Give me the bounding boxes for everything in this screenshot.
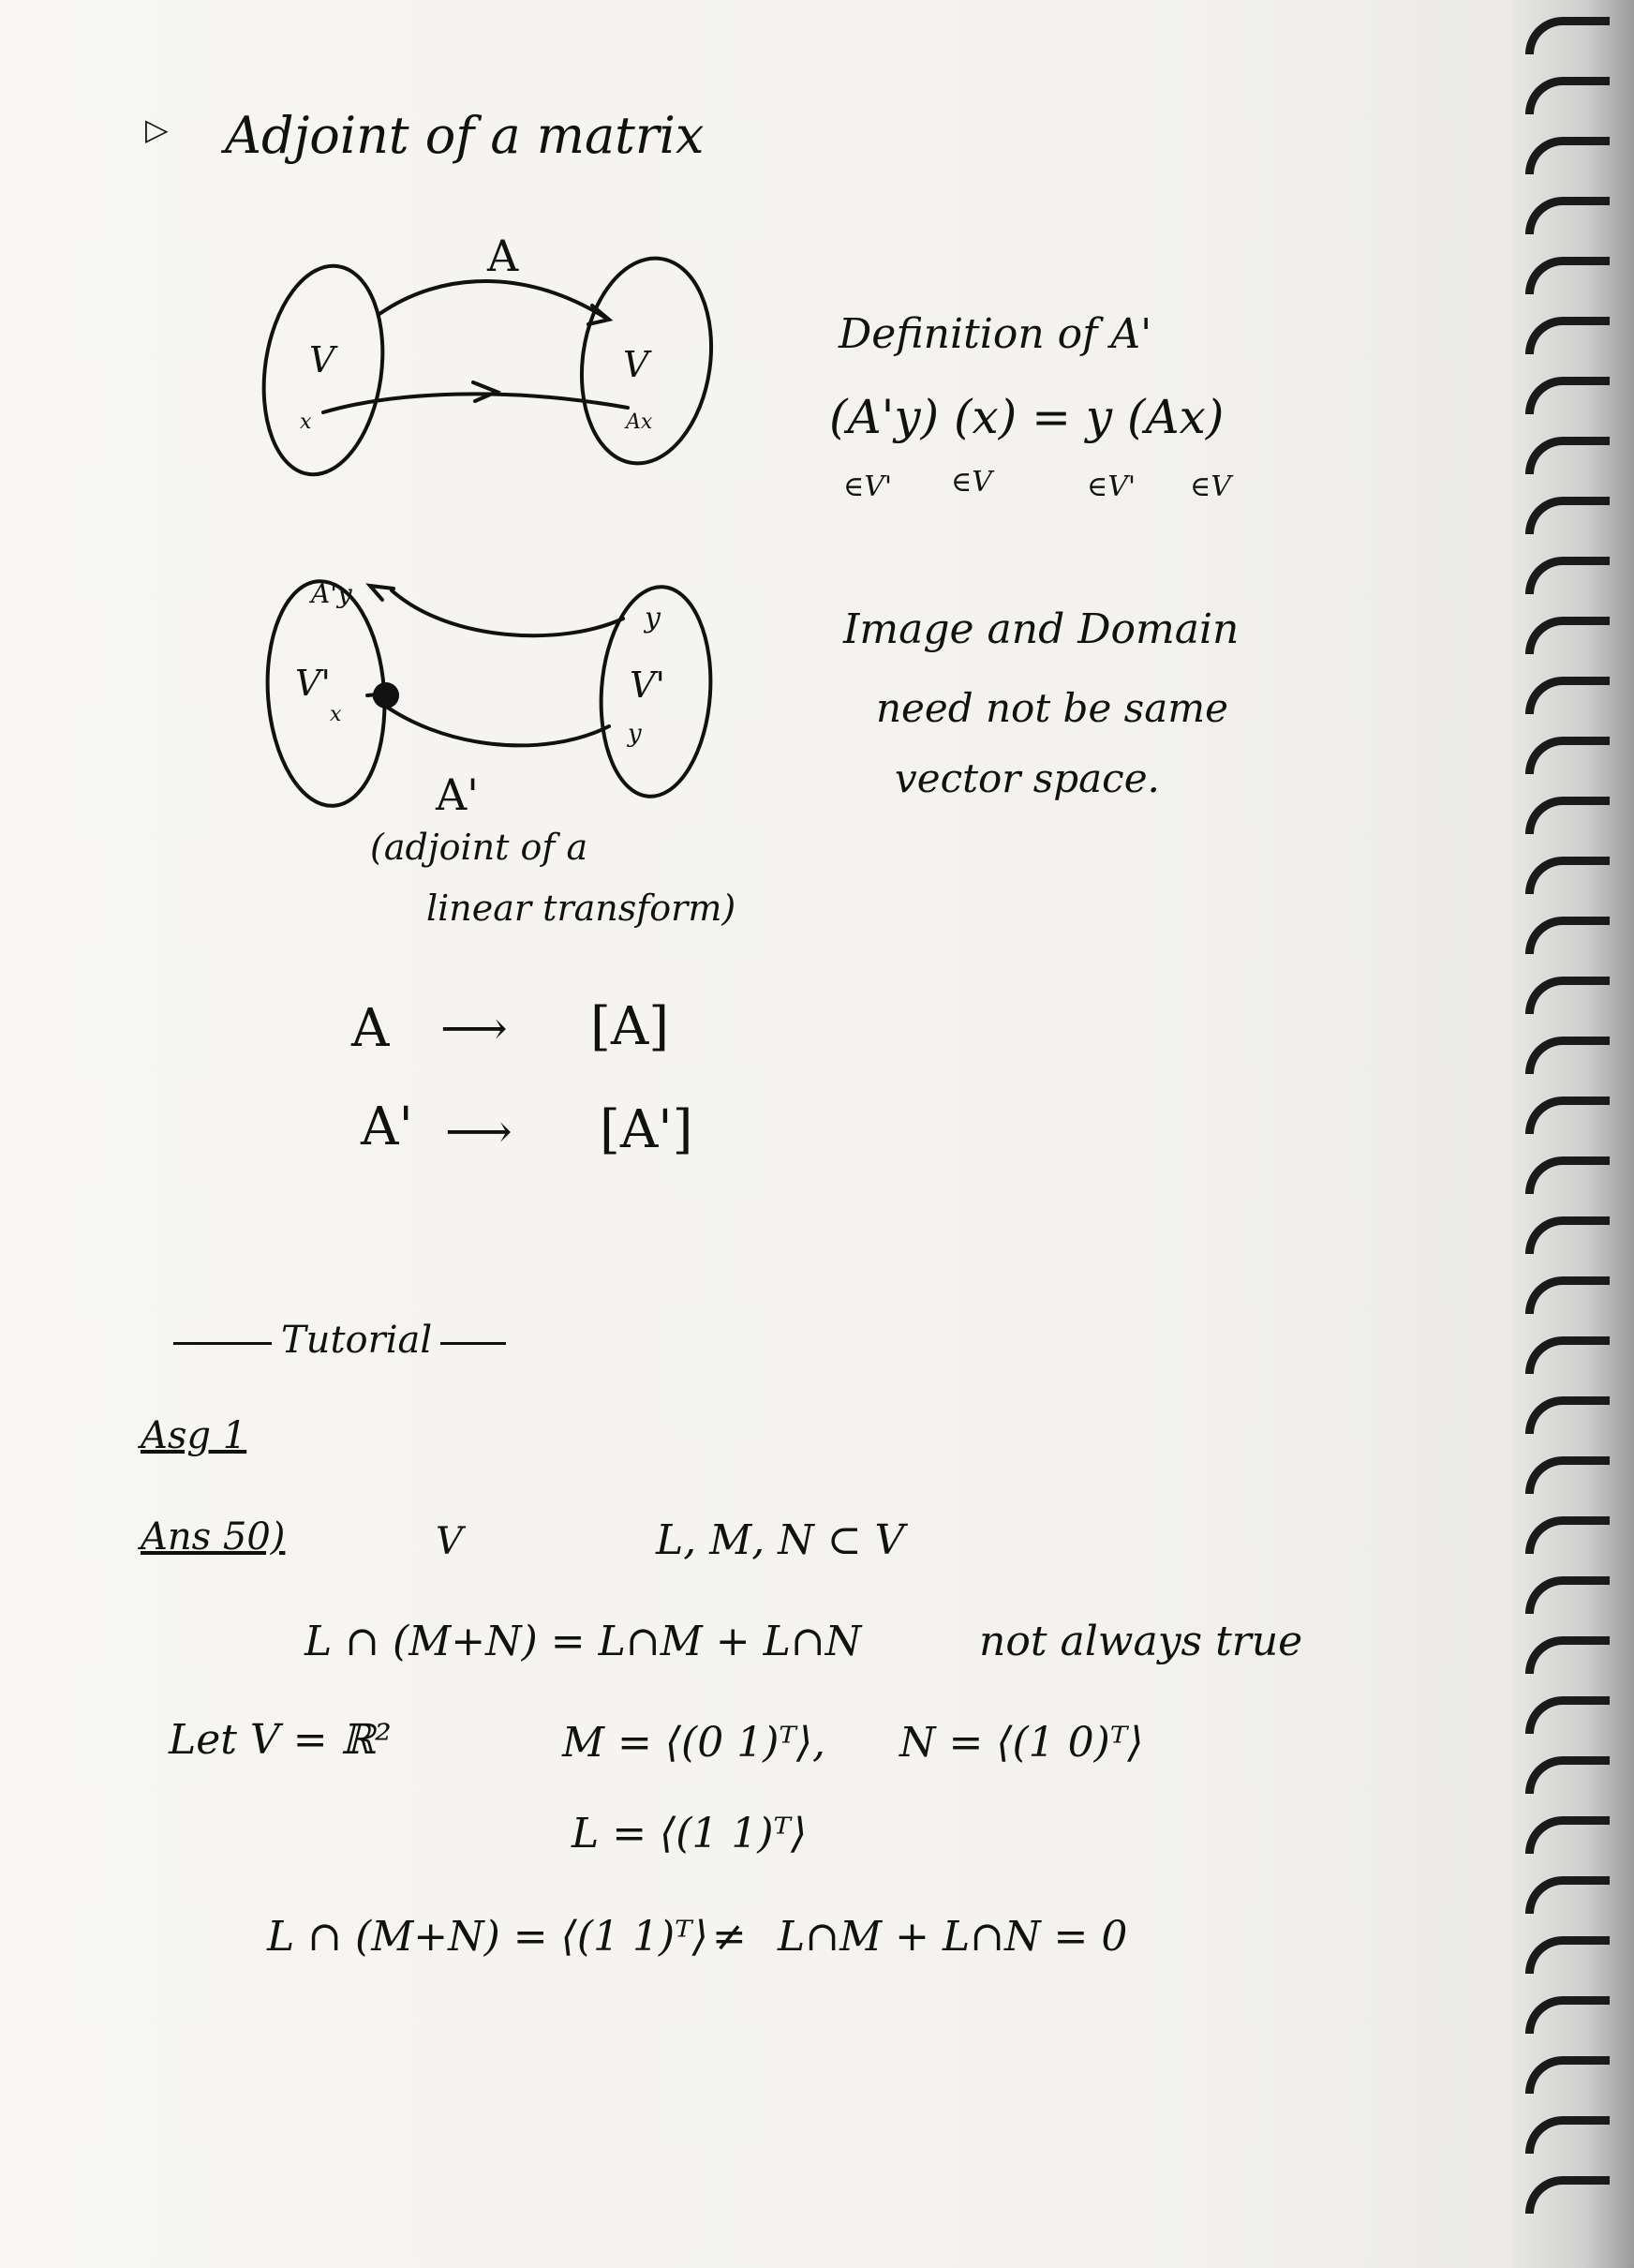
- map-row1-right: [A]: [590, 996, 670, 1057]
- conclusion-right: L∩M + L∩N = 0: [778, 1913, 1128, 1961]
- point-ax-label: Ax: [626, 410, 653, 434]
- m-definition: M = ⟨(0 1)ᵀ⟩,: [562, 1719, 825, 1767]
- page-title: Adjoint of a matrix: [225, 106, 705, 165]
- annotation-1: ∈V': [843, 470, 893, 503]
- conclusion-left: L ∩ (M+N) = ⟨(1 1)ᵀ⟩: [267, 1913, 708, 1961]
- dual-codomain-label: V': [630, 664, 665, 706]
- annotation-4: ∈V: [1190, 470, 1231, 503]
- adjoint-caption-line1: (adjoint of a: [370, 827, 588, 868]
- map-row2-left: A': [361, 1097, 413, 1157]
- claim: L ∩ (M+N) = L∩M + L∩N: [305, 1618, 862, 1665]
- note-line1: Image and Domain: [843, 605, 1240, 653]
- tutorial-rule-left: [173, 1342, 272, 1345]
- let-v: Let V = ℝ²: [169, 1716, 392, 1764]
- domain-label: V: [309, 339, 335, 380]
- point-x-label: x: [300, 410, 312, 434]
- answer-label: Ans 50): [141, 1515, 286, 1559]
- n-definition: N = ⟨(1 0)ᵀ⟩: [899, 1719, 1144, 1767]
- map-label-a: A: [487, 231, 519, 281]
- given-subspaces: L, M, N ⊂ V: [656, 1516, 905, 1564]
- map-row2-right: [A']: [600, 1099, 693, 1160]
- note-line3: vector space.: [895, 755, 1160, 801]
- tutorial-rule-right: [440, 1342, 506, 1345]
- l-definition: L = ⟨(1 1)ᵀ⟩: [572, 1810, 808, 1858]
- conclusion-neq: ≠: [712, 1913, 747, 1961]
- bullet-icon: ▷: [145, 112, 169, 147]
- a-prime-y-label: A'y: [311, 578, 352, 609]
- dual-point-y-label: y: [628, 720, 642, 748]
- adjoint-arrow-label: A': [436, 769, 479, 820]
- map-row2-arrow: ⟶: [445, 1104, 512, 1158]
- dual-point-x-label: x: [330, 703, 342, 726]
- given-v: V: [436, 1520, 463, 1563]
- codomain-label: V: [623, 344, 649, 385]
- map-row1-arrow: ⟶: [440, 1001, 508, 1055]
- claim-note: not always true: [979, 1618, 1303, 1665]
- map-arrow-upper: [379, 281, 607, 319]
- map-row1-left: A: [351, 998, 390, 1059]
- definition-heading: Definition of A': [839, 310, 1152, 358]
- note-line2: need not be same: [876, 685, 1228, 731]
- dual-domain-label: V': [295, 663, 331, 704]
- adjoint-caption-line2: linear transform): [426, 888, 736, 929]
- annotation-2: ∈V: [951, 466, 992, 499]
- annotation-3: ∈V': [1087, 470, 1136, 503]
- dual-arrow-lower: [375, 698, 609, 745]
- assignment-label: Asg 1: [141, 1414, 247, 1457]
- tutorial-label: Tutorial: [281, 1319, 433, 1362]
- dual-arrow-upper: [392, 590, 623, 635]
- dual-point-y-top-label: y: [645, 602, 661, 634]
- definition-equation: (A'y) (x) = y (Ax): [829, 390, 1225, 444]
